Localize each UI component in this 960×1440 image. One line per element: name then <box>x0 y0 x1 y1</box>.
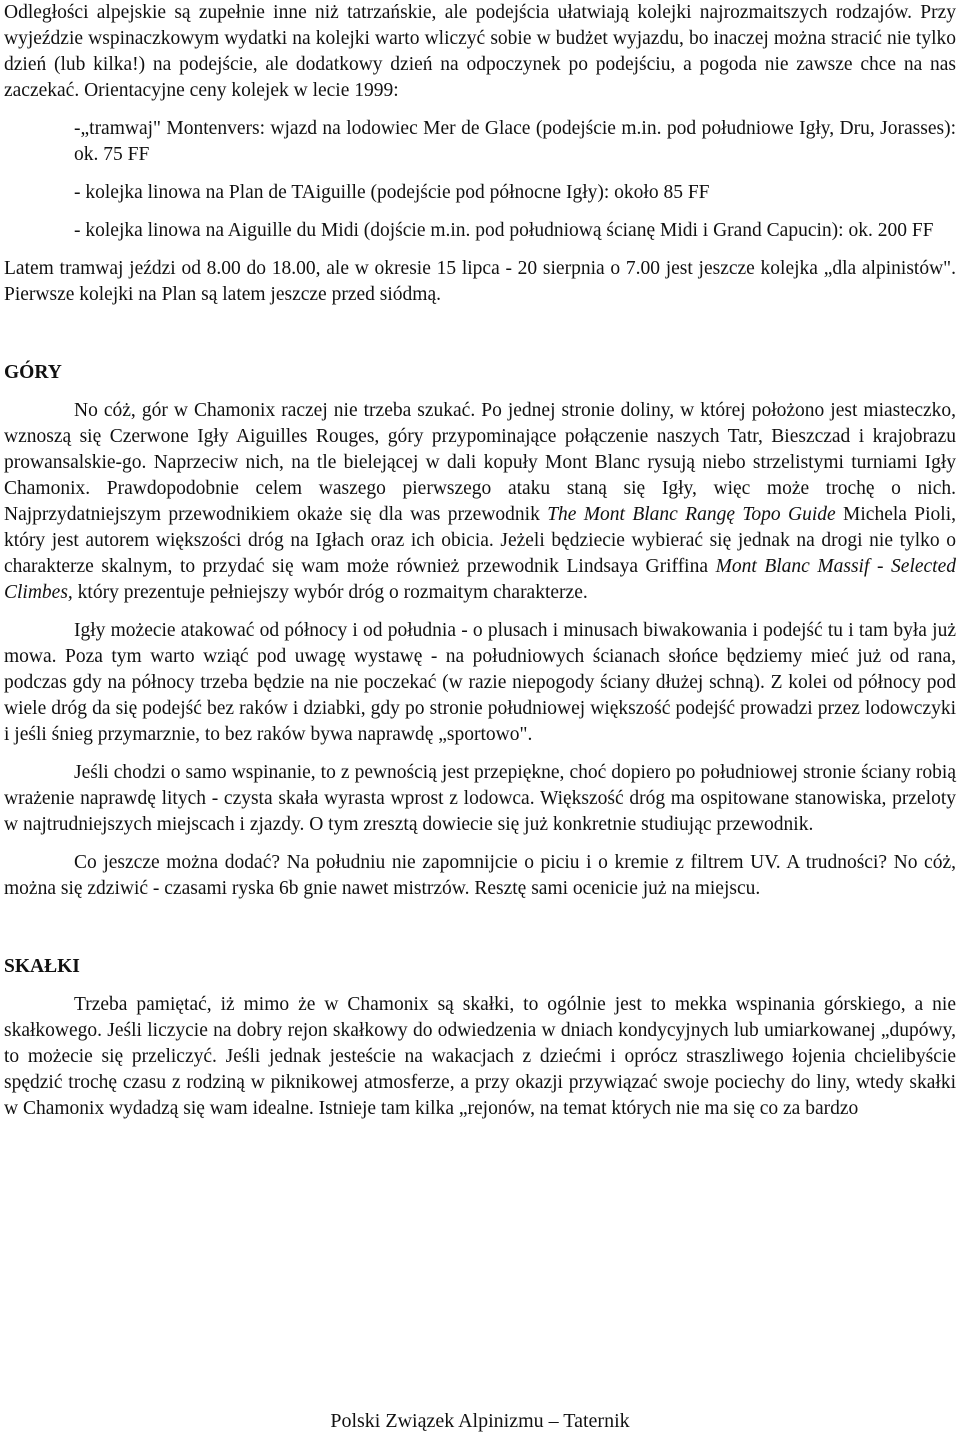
tram-hours-paragraph: Latem tramwaj jeździ od 8.00 do 18.00, ale w okresie 15 lipca - 20 sierpnia o 7.00 jest jeszcze kolejka „dla alpinistów". Pierwsze kolejki na Plan są latem jeszcze przed siódmą. <box>4 258 956 305</box>
list-item: - kolejka linowa na Plan de TAiguille (podejście pod północne Igły): około 85 FF <box>74 182 710 203</box>
gory-paragraph: Igły możecie atakować od północy i od południa - o plusach i minusach biwakowania i podejść tu i tam była już mowa. Poza tym warto wziąć pod uwagę wystawę - na południowych ścianach słońce będziemy mieć już od rana, podczas gdy na północy trzeba będzie na nie poczekać (w razie niepogody ściany dłużej schną). Z kolei od północy pod wiele dróg da się podejść bez raków i dziabki, gdy po stronie południowej większość podejść prowadzi przez lodowczyki i jeśli śnieg przymarznie, to bez raków bywa naprawdę „sportowo". <box>4 620 956 745</box>
gory-paragraph: Co jeszcze można dodać? Na południu nie zapomnijcie o piciu i o kremie z filtrem UV. A trudności? No cóż, można się zdziwić - czasami ryska 6b gnie nawet mistrzów. Resztę sami ocenicie już na miejscu. <box>4 852 956 899</box>
text-span: No cóż, gór w Chamonix raczej nie trzeba szukać. Po jednej stronie doliny, w której położono jest miasteczko, wznoszą się Czerwone Igły Aiguilles Rouges, góry przypominające połączenie naszych Tatr, Bieszczad i krajobrazu prowansalskie-go. Naprzeciw nich, na tle bielejącej w dali kopuły Mont Blanc rysują niebo strzelistymi turniami Igły Chamonix. Prawdopodobnie celem waszego pierwszego ataku staną się Igły, więc może trochę o nich. Najprzydatniejszym przewodnikiem okaże się dla was przewodnik <box>4 400 956 525</box>
text-span: który prezentuje pełniejszy wybór dróg o rozmaitym charakterze. <box>72 582 588 603</box>
section-heading-skalki: SKAŁKI <box>4 956 80 977</box>
section-heading-gory: GÓRY <box>4 362 62 383</box>
text-span: Michela Pioli, który jest autorem większości dróg na Igłach oraz ich obicia. Jeżeli będziecie wybierać się jednak na drogi nie tylko o charakterze skalnym, to przydać się wam może również przewodnik Lindsaya Griffina <box>4 504 957 577</box>
guidebook-title: The Mont Blanc Rangę Topo Guide <box>547 504 836 525</box>
page-footer: Polski Związek Alpinizmu – Taternik <box>330 1410 630 1432</box>
guidebook-title: Mont Blanc Massif - Selected Climbes, <box>4 556 956 603</box>
gory-paragraph: Jeśli chodzi o samo wspinanie, to z pewnością jest przepiękne, choć dopiero po południowej stronie ściany robią wrażenie naprawdę litych - czysta skała wyrasta wprost z lodowca. Większość dróg ma ospitowane stanowiska, przeloty w najtrudniejszych miejscach i zjazdy. O tym zresztą dowiecie się już konkretnie studiując przewodnik. <box>4 762 956 835</box>
list-item: - kolejka linowa na Aiguille du Midi (dojście m.in. pod południową ścianę Midi i Grand Capucin): ok. 200 FF <box>74 220 934 241</box>
document-page <box>4 0 956 1122</box>
list-item: -„tramwaj" Montenvers: wjazd na lodowiec Mer de Glace (podejście m.in. pod południowe Igły, Dru, Jorasses): ok. 75 FF <box>74 118 956 165</box>
gory-paragraph <box>4 398 956 606</box>
skalki-paragraph: Trzeba pamiętać, iż mimo że w Chamonix są skałki, to ogólnie jest to mekka wspinania górskiego, a nie skałkowego. Jeśli liczycie na dobry rejon skałkowy do odwiedzenia w dniach kondycyjnych lub umiarkowanej „dupówy, to możecie się przeliczyć. Jeśli jednak jesteście na wakacjach z dziećmi i oprócz straszliwego łojenia chcielibyście spędzić trochę czasu z rodziną w piknikowej atmosferze, a przy okazji przywiązać swoje pociechy do liny, wtedy skałki w Chamonix wydadzą się wam idealne. Istnieje tam kilka „rejonów, na temat których nie ma się co za bardzo <box>4 994 956 1119</box>
intro-paragraph: Odległości alpejskie są zupełnie inne niż tatrzańskie, ale podejścia ułatwiają kolejki najrozmaitszych rodzajów. Przy wyjeździe wspinaczkowym wydatki na kolejki warto wliczyć sobie w budżet wyjazdu, bo inaczej można stracić nie tylko dzień (lub kilka!) na podejście, ale dodatkowy dzień na odpoczynek po podejściu, a pogoda nie zawsze chce na nas zaczekać. Orientacyjne ceny kolejek w lecie 1999: <box>4 2 956 101</box>
